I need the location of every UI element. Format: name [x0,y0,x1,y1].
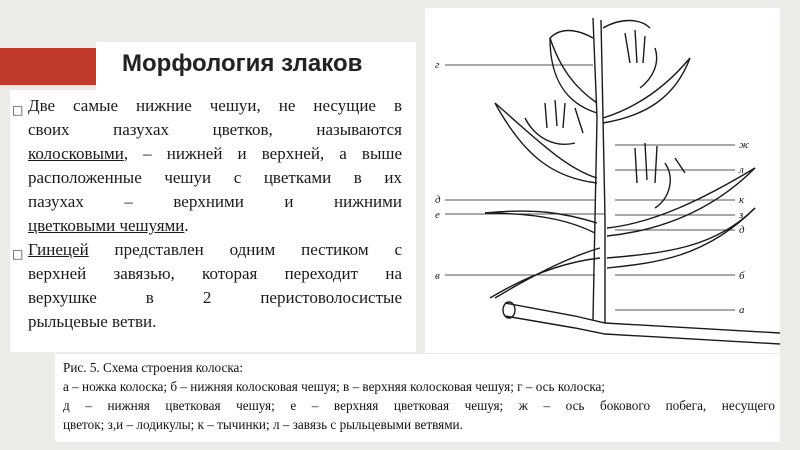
label-d-right: д [739,224,745,236]
caption-line: цветок; з,и – лодикулы; к – тычинки; л – завязь с рыльцевыми ветвями. [63,417,463,432]
spikelet-figure [425,8,780,353]
title-accent-bar [0,48,108,85]
paragraph-line: Две самые нижние чешуи, не несущие в [28,96,402,115]
term-glumes: колосковыми [28,144,124,163]
label-e: е [435,209,440,221]
spikelet-diagram [425,8,780,353]
label-g: г [435,59,440,71]
paragraph-line: своих пазухах цветков, называются [28,120,402,139]
paragraph-line: пазухах – верхними и нижними [28,192,402,211]
bullet-glyph: □ [12,103,24,117]
paragraph-line: верхушке в 2 перистоволосистые [28,288,402,307]
paragraph-gynoecium [28,238,402,334]
paragraph-line: цветковыми чешуями. [28,216,189,235]
bullet-glyph: □ [12,247,24,261]
paragraph-glumes [28,94,402,238]
term-flower-scales: цветковыми чешуями [28,216,185,235]
figure-caption [63,358,775,434]
label-l: л [739,164,744,176]
term-gynoecium: Гинецей [28,240,89,259]
paragraph-line: колосковыми, – нижней и верхней, а выше [28,144,402,163]
label-v: в [435,270,440,282]
paragraph-line: рыльцевые ветви. [28,312,157,331]
label-z: з [739,209,744,221]
caption-title: Рис. 5. Схема строения колоска: [63,360,244,375]
label-a: а [739,304,745,316]
caption-line: а – ножка колоска; б – нижняя колосковая чешуя; в – верхняя колосковая чешуя; г – ось колоска; [63,379,606,394]
label-zh: ж [739,139,750,151]
slide-title: Морфология злаков [122,50,363,77]
label-b: б [739,270,745,282]
label-k: к [739,194,745,206]
caption-line: д – нижняя цветковая чешуя; е – верхняя цветковая чешуя; ж – ось бокового побега, несущего [63,398,775,413]
paragraph-line: расположенные чешуи с цветками в их [28,168,402,187]
paragraph-line: Гинецей представлен одним пестиком с [28,240,402,259]
paragraph-line: верхней завязью, которая переходит на [28,264,402,283]
label-d-left: д [435,194,441,206]
